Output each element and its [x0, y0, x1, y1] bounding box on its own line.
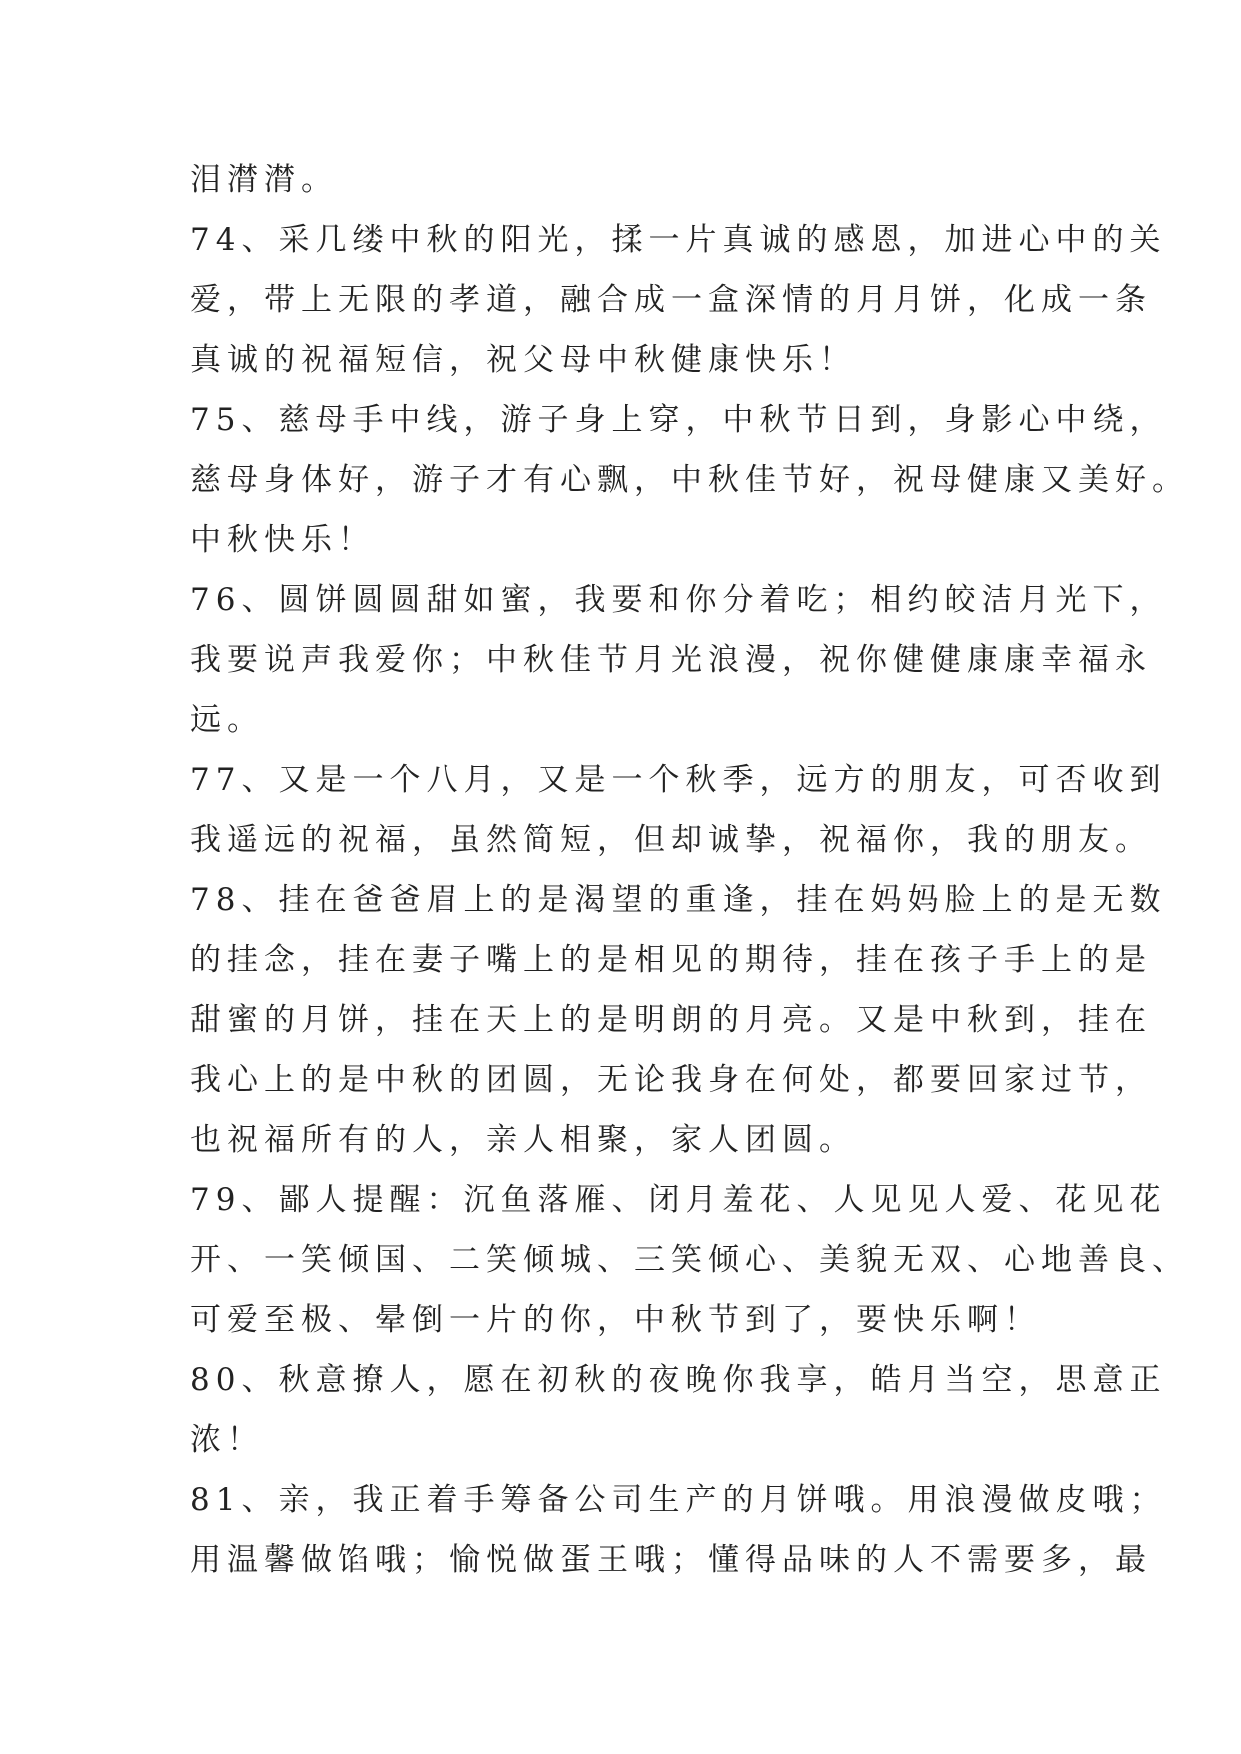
text-line: 我心上的是中秋的团圆，无论我身在何处，都要回家过节，: [190, 1062, 1152, 1098]
text-line: 中秋快乐！: [190, 522, 375, 558]
text-line: 81、亲，我正着手筹备公司生产的月饼哦。用浪漫做皮哦；: [190, 1482, 1167, 1518]
text-line: 用温馨做馅哦；愉悦做蛋王哦；懂得品味的人不需要多，最: [190, 1542, 1152, 1578]
text-line: 爱，带上无限的孝道，融合成一盒深情的月月饼，化成一条: [190, 282, 1152, 318]
text-line: 77、又是一个八月，又是一个秋季，远方的朋友，可否收到: [190, 762, 1167, 798]
text-line: 也祝福所有的人，亲人相聚，家人团圆。: [190, 1122, 856, 1158]
text-line: 76、圆饼圆圆甜如蜜，我要和你分着吃；相约皎洁月光下，: [190, 582, 1167, 618]
text-line: 我遥远的祝福，虽然简短，但却诚挚，祝福你，我的朋友。: [190, 822, 1152, 858]
text-line: 80、秋意撩人，愿在初秋的夜晚你我享，皓月当空，思意正: [190, 1362, 1167, 1398]
text-line: 的挂念，挂在妻子嘴上的是相见的期待，挂在孩子手上的是: [190, 942, 1152, 978]
text-line: 开、一笑倾国、二笑倾城、三笑倾心、美貌无双、心地善良、: [190, 1242, 1189, 1278]
text-line: 74、采几缕中秋的阳光，揉一片真诚的感恩，加进心中的关: [190, 222, 1167, 258]
text-line: 78、挂在爸爸眉上的是渴望的重逢，挂在妈妈脸上的是无数: [190, 882, 1167, 918]
text-line: 浓！: [190, 1422, 264, 1458]
body-text: [190, 150, 1189, 1590]
text-line: 远。: [190, 702, 264, 738]
text-line: 甜蜜的月饼，挂在天上的是明朗的月亮。又是中秋到，挂在: [190, 1002, 1152, 1038]
text-line: 75、慈母手中线，游子身上穿，中秋节日到，身影心中绕，: [190, 402, 1167, 438]
text-line: 泪潸潸。: [190, 162, 338, 198]
text-line: 慈母身体好，游子才有心飘，中秋佳节好，祝母健康又美好。: [190, 462, 1189, 498]
text-line: 我要说声我爱你；中秋佳节月光浪漫，祝你健健康康幸福永: [190, 642, 1152, 678]
text-line: 可爱至极、晕倒一片的你，中秋节到了，要快乐啊！: [190, 1302, 1041, 1338]
text-line: 79、鄙人提醒：沉鱼落雁、闭月羞花、人见见人爱、花见花: [190, 1182, 1167, 1218]
text-line: 真诚的祝福短信，祝父母中秋健康快乐！: [190, 342, 856, 378]
